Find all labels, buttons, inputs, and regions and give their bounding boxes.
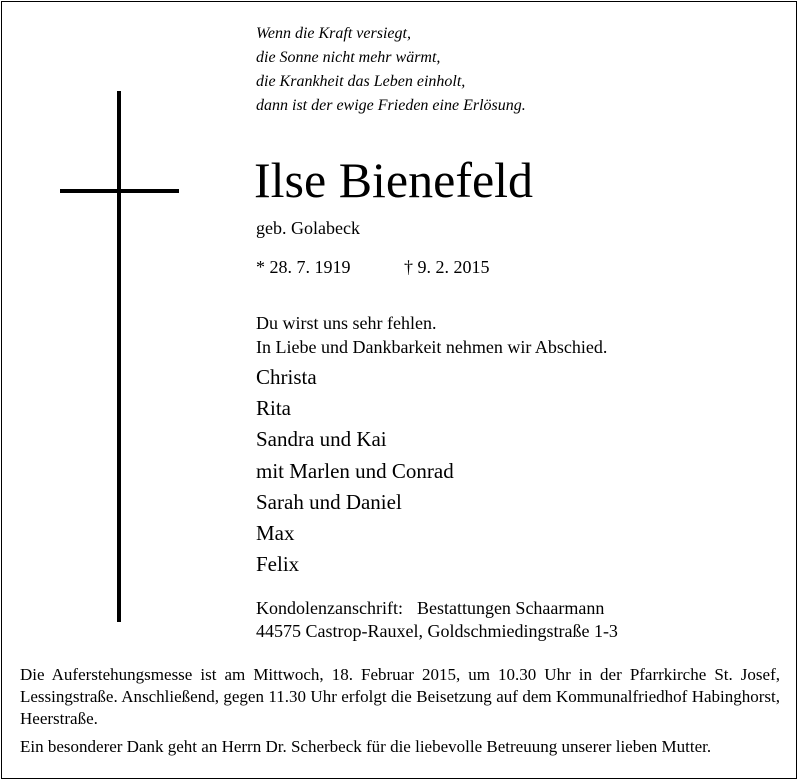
- deceased-name: Ilse Bienefeld: [254, 152, 534, 208]
- poem-line: Wenn die Kraft versiegt,: [256, 25, 411, 42]
- birth-name: geb. Golabeck: [256, 218, 360, 238]
- mourners-list: [256, 362, 454, 580]
- mourner-name: Sandra und Kai: [256, 427, 387, 452]
- thanks-note: Ein besonderer Dank geht an Herrn Dr. Scherbeck für die liebevolle Betreuung unserer lieben Mutter.: [20, 737, 712, 756]
- farewell-line: Du wirst uns sehr fehlen.: [256, 313, 437, 333]
- condolence-label: Kondolenzanschrift:: [256, 598, 403, 618]
- death-date: † 9. 2. 2015: [404, 257, 490, 277]
- poem-line: die Sonne nicht mehr wärmt,: [256, 49, 441, 66]
- poem: [256, 22, 526, 118]
- mourner-name: mit Marlen und Conrad: [256, 458, 454, 483]
- mourner-name: Max: [256, 521, 295, 546]
- farewell-text: [256, 311, 607, 359]
- funeral-home-name: Bestattungen Schaarmann: [416, 598, 605, 618]
- birth-date: * 28. 7. 1919: [256, 257, 351, 277]
- farewell-line: In Liebe und Dankbarkeit nehmen wir Abschied.: [256, 337, 608, 357]
- mourner-name: Felix: [256, 552, 300, 577]
- poem-line: die Krankheit das Leben einholt,: [256, 73, 466, 90]
- service-info: Die Auferstehungsmesse ist am Mittwoch, 18. Februar 2015, um 10.30 Uhr in der Pfarrkirche St. Josef, Lessingstraße. Anschließend, gegen 11.30 Uhr erfolgt die Beisetzung auf dem Kommunalfriedhof Habinghorst, Heerstraße.: [20, 665, 780, 728]
- funeral-home-address: 44575 Castrop-Rauxel, Goldschmiedingstraße 1-3: [256, 621, 618, 641]
- mourner-name: Christa: [256, 365, 317, 389]
- cross-horizontal-bar: [60, 189, 179, 193]
- mourner-name: Sarah und Daniel: [256, 489, 402, 514]
- mourner-name: Rita: [256, 396, 291, 421]
- poem-line: dann ist der ewige Frieden eine Erlösung.: [256, 97, 526, 114]
- cross-vertical-bar: [117, 91, 121, 622]
- condolence-address: [256, 597, 618, 643]
